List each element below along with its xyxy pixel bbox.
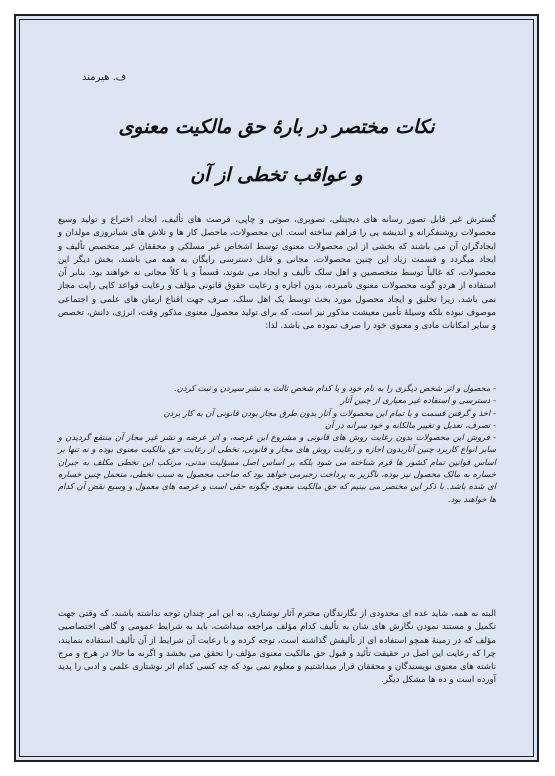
paragraph-intro: گسترش غیر قابل تصور رسانه های دیجیتلی، تصویری، صوتی و چاپی، فرصت های تألیف، ایجاد، اختراع و تولید وسیع محصولات روشنفکرانه و اندیشه یی را فراهم ساخته است. این محصولات، ماحصل کار ها و تلاش های شبانروزی مولدان و ایجادگران آن می باشند که بخشی از این محصولات معنوی توسط اشخاص غیر مسلکی و محققان غیر متخصص تألیف و ایجاد میگردد و قسمت زیاد این چنین محصولات، مجانی و قابل دسترسی رایگان به همه می باشند، بخش دیگر این محصولات، که غالباً توسط متخصصین و اهل سلک تألیف و ایجاد می شوند، قسماً و یا کلاً مجانی نه خواهند بود. بنابر آن استفاده از هردو گونه محصولات معنوی نامبرده، بدون اجازه و رعایت حقوق قانونی مؤلف و رعایت قواعد کاپی رایت مجاز نمی باشد، زیرا تخلیق و ایجاد محصول مورد بحث توسط یک اهل سلک، صرف جهت اقناع ارمان های علمی و اجتماعی موصوف نبوده بلکه وسیلهٔ تأمین معیشت مذکور نیز است، که برای تولید محصول معنوی مذکور وقت، انرژی، دانش، تخصص و سایر امکانات مادی و معنوی خود را صرف نموده می باشد. لذا: — [58, 215, 496, 332]
author-name: ف. هیرمند — [82, 72, 127, 83]
italic-list-item: - اخذ و گرفتن قسمت و یا تمام این محصولات و آثار بدون طرق مجاز بودن قانونی آن به کار بردن — [163, 407, 496, 418]
paragraph-closing: البته نه همه، شاید عده ای محدودی از نگارندگان محترم آثار نوشتاری، به این امر چندان توجه نداشته باشند، که وقتی جهت تکمیل و مستند نمودن نگارش های شان به تألیف کدام مؤلف مراجعه میداشت، باید به شرایط عمومی و گاهی اختصاصیی مؤلف که در زمینهٔ همچو استفاده ای از تألیفش گذاشته است، توجه کرده و با رعایت آن شرایط از آن تألیف استفاده بنمایند، چرا که رعایت این اصل در حقیقت تأئید و قبول حق مالکیت معنوی مؤلف را تحقق می بخشد و اگرنه ما حالا در هرج و مرج ناشته های معنوی نویسندگان و محققان قرار میداشتیم و معلوم نمی بود که چه کسی کدام اثر نوشتاری علمی و ادبی را پدید آورده است و ده ها مشکل دیگر. — [58, 609, 496, 686]
italic-list-item: - دسترسی و استفاده غیر معیاری از چنین آثار — [340, 395, 496, 406]
title-line-1: نکات مختصر در بارهٔ حق مالکیت معنوی — [118, 116, 435, 138]
italic-list-item: - فروش این محصولات بدون رعایت روش های قانونی و مشروع این عرصه، و اثر عرضه و نشر غیر مجاز آن منتفع گردیدن و سایر انواع کاربرد چنین آثاربدون اجازه و رعایت روش های مجاز و قانونی، تخطی از رعایت حق مالکیت معنوی بوده و نه تنها بر اساس قوانین تمام کشور ها قرم شناخته می شود بلکه بر اساس اصل مسؤلیت مدنی، مرتکب این تخطی مکلف به جبران خساره به مالک محصول نیز بوده، ناگزیر به پرداخت رجبرمی خواهد بود که صاحب محصول به سبب تخطی، متحمل چنین خساره ای شده باشد. با ذکر این مختصر می بینیم که حق مالکیت معنوی چگونه حقی است و عرصه های معمول و وسیع نقض آن کدام ها خواهند بود. — [58, 432, 496, 504]
document-page — [14, 14, 539, 762]
title-line-2: و عواقب تخطی از آن — [190, 164, 363, 186]
italic-list-item: - محصول و اثر شخص دیگری را به نام خود و یا کدام شخص ثالث به نشر سپردن و ثبت کردن. — [174, 383, 496, 393]
italic-list-block — [58, 382, 496, 505]
italic-list-item: - تصرف، تعدیل و تغییر مالکانه و خود سرانه در آن — [324, 419, 496, 430]
